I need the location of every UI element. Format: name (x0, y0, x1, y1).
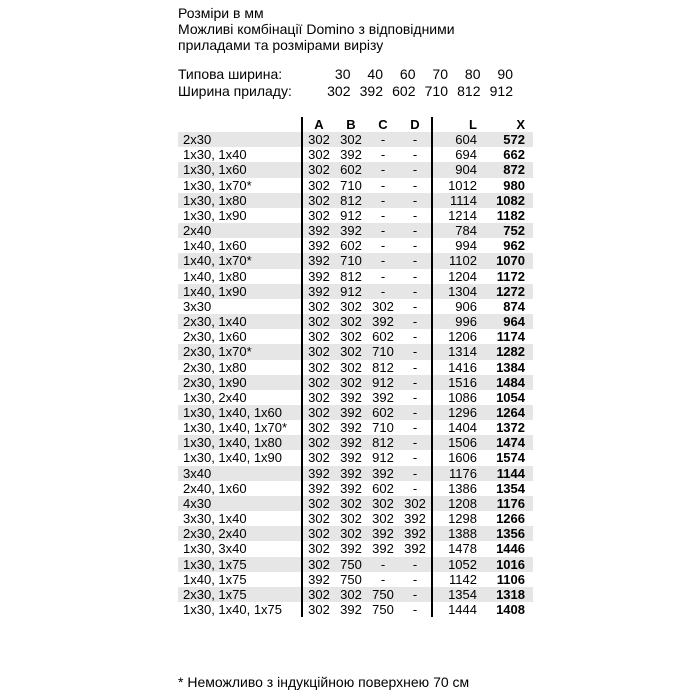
table-cell: 602 (372, 404, 394, 420)
table-row (178, 450, 533, 465)
table-cell: 872 (503, 162, 525, 178)
table-cell: 302 (302, 435, 335, 450)
content (178, 5, 533, 617)
table-cell: 1176 (496, 495, 525, 511)
table-row (178, 541, 533, 556)
table-cell: 302 (302, 162, 335, 177)
row-label: 1x30, 1x80 (183, 192, 247, 208)
table-cell: 392 (404, 541, 426, 557)
table-row (178, 496, 533, 511)
table-cell: 874 (503, 298, 525, 314)
column-header: X (516, 117, 525, 132)
row-label: 3x30, 1x40 (183, 511, 247, 527)
table-cell: - (380, 268, 386, 284)
table-row (178, 390, 533, 405)
table-cell: - (412, 329, 418, 345)
table-cell: 710 (372, 420, 394, 436)
table-cell: 604 (432, 132, 479, 147)
table-cell: 1208 (432, 496, 479, 511)
table-cell: - (380, 177, 386, 193)
table-cell: 392 (404, 511, 426, 527)
table-cell: 302 (302, 390, 335, 405)
table-cell: 1266 (496, 511, 525, 527)
table-cell: 1304 (432, 284, 479, 299)
table-cell: 302 (302, 329, 335, 344)
table-cell: 392 (340, 420, 362, 436)
widths-row (178, 66, 533, 83)
table-cell: 392 (372, 314, 394, 330)
table-cell: 302 (302, 496, 335, 511)
table-cell: - (412, 556, 418, 572)
table-row (178, 178, 533, 193)
table-cell: 392 (340, 450, 362, 466)
table-cell: 694 (432, 147, 479, 162)
table-cell: 302 (372, 511, 394, 527)
row-label: 2x30, 1x40 (183, 314, 247, 330)
table-cell: 1272 (496, 283, 525, 299)
row-label: 1x30, 1x40, 1x80 (183, 435, 283, 451)
table-cell: 962 (503, 238, 525, 254)
page-title: Розміри в мм (178, 5, 264, 21)
table-row (178, 466, 533, 481)
table-cell: 302 (372, 298, 394, 314)
table-cell: - (380, 132, 386, 148)
table-cell: 302 (302, 602, 335, 617)
table-cell: 302 (302, 405, 335, 420)
widths-value: 912 (489, 83, 513, 99)
table-cell: 392 (302, 253, 335, 268)
table-row (178, 147, 533, 162)
table-cell: 1484 (496, 374, 525, 390)
table-cell: - (412, 268, 418, 284)
table-cell: 710 (340, 177, 362, 193)
table-cell: - (412, 314, 418, 330)
table-cell: - (412, 238, 418, 254)
table-cell: - (412, 223, 418, 239)
table-cell: 302 (340, 329, 362, 345)
table-row (178, 572, 533, 587)
table-cell: 302 (302, 360, 335, 375)
table-cell: 392 (340, 480, 362, 496)
column-header: A (302, 117, 335, 132)
row-label: 2x30, 2x40 (183, 526, 247, 542)
table-cell: - (380, 283, 386, 299)
table-cell: - (380, 147, 386, 163)
row-label: 3x40 (183, 465, 212, 481)
table-cell: 392 (340, 435, 362, 451)
table-cell: - (380, 162, 386, 178)
table-cell: 302 (302, 208, 335, 223)
table-cell: 392 (340, 541, 362, 557)
widths-row-label: Типова ширина: (178, 66, 283, 82)
table-cell: 812 (372, 435, 394, 451)
table-cell: - (380, 207, 386, 223)
table-cell: 392 (404, 526, 426, 542)
table-cell: 392 (302, 572, 335, 587)
table-cell: 602 (340, 162, 362, 178)
table-cell: 912 (340, 283, 362, 299)
table-cell: 904 (432, 162, 479, 177)
table-row (178, 405, 533, 420)
table-row (178, 344, 533, 359)
footnote: * Неможливо з індукційною поверхнею 70 см (178, 674, 470, 690)
table-row (178, 481, 533, 496)
table-cell: 996 (432, 314, 479, 329)
table-cell: 1404 (432, 420, 479, 435)
table-cell: 392 (302, 481, 335, 496)
table-cell: - (412, 374, 418, 390)
column-header: D (410, 117, 420, 132)
table-cell: 392 (302, 223, 335, 238)
table-cell: 302 (340, 374, 362, 390)
table-cell: 302 (302, 344, 335, 359)
table-cell: 302 (340, 132, 362, 148)
table-cell: 572 (503, 132, 525, 148)
table-cell: 302 (302, 193, 335, 208)
table-cell: 302 (340, 526, 362, 542)
table-cell: 912 (372, 450, 394, 466)
row-label: 2x40 (183, 223, 212, 239)
table-cell: 1354 (432, 587, 479, 602)
table-cell: 1574 (496, 450, 525, 466)
table-cell: 964 (503, 314, 525, 330)
table-cell: 1356 (496, 526, 525, 542)
table-cell: 812 (340, 192, 362, 208)
row-label: 2x40, 1x60 (183, 480, 247, 496)
row-label: 2x30, 1x60 (183, 329, 247, 345)
table-cell: 1408 (496, 602, 525, 617)
table-cell: 1478 (432, 541, 479, 556)
row-label: 1x30, 1x40, 1x60 (183, 404, 283, 420)
row-label: 1x30, 3x40 (183, 541, 247, 557)
row-label: 1x40, 1x70* (183, 253, 252, 269)
table-cell: 912 (340, 207, 362, 223)
table-cell: - (412, 450, 418, 466)
table-cell: 750 (340, 571, 362, 587)
table-cell: 1264 (496, 404, 525, 420)
table-cell: 392 (302, 284, 335, 299)
table-cell: - (412, 571, 418, 587)
table-cell: - (380, 238, 386, 254)
table-cell: 392 (372, 541, 394, 557)
table-cell: 302 (302, 541, 335, 556)
table-cell: 980 (503, 177, 525, 193)
table-cell: - (412, 602, 418, 617)
row-label: 1x30, 1x40, 1x70* (183, 420, 288, 436)
table-header-row (178, 117, 533, 132)
table-cell: - (412, 207, 418, 223)
table-row (178, 420, 533, 435)
table-cell: 392 (372, 465, 394, 481)
table-cell: 1388 (432, 526, 479, 541)
widths-value: 80 (464, 66, 481, 82)
row-label: 1x40, 1x75 (183, 571, 247, 587)
table-row (178, 526, 533, 541)
row-label: 1x40, 1x60 (183, 238, 247, 254)
table-row (178, 511, 533, 526)
widths-value: 70 (432, 66, 448, 82)
table-cell: - (380, 223, 386, 239)
table-cell: 302 (302, 450, 335, 465)
table-cell: 912 (372, 374, 394, 390)
table-cell: - (412, 344, 418, 360)
table-row (178, 162, 533, 177)
table-cell: 710 (340, 253, 362, 269)
table-cell: 302 (302, 557, 335, 572)
widths-value: 710 (424, 83, 448, 99)
table-cell: - (412, 283, 418, 299)
table-cell: 750 (340, 556, 362, 572)
table-cell: 752 (503, 223, 525, 239)
table-row (178, 360, 533, 375)
table-cell: 784 (432, 223, 479, 238)
table-cell: 710 (372, 344, 394, 360)
table-cell: 750 (372, 602, 394, 617)
row-label: 1x30, 1x70* (183, 177, 252, 193)
table-row (178, 587, 533, 602)
widths-value: 392 (359, 83, 383, 99)
table-cell: 392 (340, 404, 362, 420)
table-cell: - (412, 253, 418, 269)
column-header-empty (178, 117, 302, 132)
column-header: C (378, 117, 388, 132)
table-cell: 302 (302, 147, 335, 162)
row-label: 2x30, 1x70* (183, 344, 252, 360)
row-label: 1x30, 1x40, 1x90 (183, 450, 283, 466)
table-cell: - (412, 465, 418, 481)
table-cell: 1386 (432, 481, 479, 496)
row-label: 1x30, 1x90 (183, 207, 247, 223)
table-cell: 302 (340, 314, 362, 330)
table-cell: 1446 (496, 541, 525, 557)
table-cell: 1516 (432, 375, 479, 390)
table-cell: 1372 (496, 420, 525, 436)
table-cell: - (380, 571, 386, 587)
row-label: 1x30, 2x40 (183, 389, 247, 405)
widths-value: 602 (392, 83, 416, 99)
table-cell: - (412, 147, 418, 163)
table-cell: 1082 (496, 192, 525, 208)
table-cell: - (412, 420, 418, 436)
table-cell: 302 (302, 299, 335, 314)
table-row (178, 284, 533, 299)
table-cell: 994 (432, 238, 479, 253)
table-cell: - (380, 253, 386, 269)
table-cell: 1142 (432, 572, 479, 587)
row-label: 1x30, 1x75 (183, 556, 247, 572)
row-label: 1x30, 1x60 (183, 162, 247, 178)
row-label: 2x30, 1x75 (183, 586, 247, 602)
row-label: 2x30, 1x90 (183, 374, 247, 390)
table-row (178, 329, 533, 344)
combinations-table (178, 117, 533, 617)
table-row (178, 557, 533, 572)
table-cell: - (412, 404, 418, 420)
table-cell: 1172 (496, 268, 525, 284)
table-cell: 1282 (496, 344, 525, 360)
table-cell: 602 (340, 238, 362, 254)
table-cell: 1204 (432, 269, 479, 284)
table-cell: 1144 (496, 465, 525, 481)
table-cell: - (412, 586, 418, 602)
table-cell: 392 (372, 389, 394, 405)
table-cell: 302 (302, 375, 335, 390)
table-cell: 302 (372, 495, 394, 511)
table-cell: - (412, 389, 418, 405)
table-row (178, 238, 533, 253)
table-cell: 302 (340, 359, 362, 375)
subtitle-line-2: приладами та розмірами вирізу (178, 37, 384, 53)
table-cell: 906 (432, 299, 479, 314)
widths-value: 812 (457, 83, 481, 99)
table-cell: - (412, 192, 418, 208)
table-cell: 602 (372, 480, 394, 496)
table-cell: 392 (340, 389, 362, 405)
table-cell: 302 (302, 314, 335, 329)
table-cell: 302 (340, 586, 362, 602)
table-cell: 302 (404, 495, 426, 511)
table-cell: 662 (503, 147, 525, 163)
widths-row (178, 83, 533, 100)
table-cell: 1206 (432, 329, 479, 344)
widths-value: 40 (367, 66, 383, 82)
column-header: L (432, 117, 479, 132)
table-cell: 1298 (432, 511, 479, 526)
table-cell: 1016 (496, 556, 525, 572)
table-cell: 1070 (496, 253, 525, 269)
row-label: 3x30 (183, 298, 212, 314)
table-cell: 392 (340, 147, 362, 163)
table-cell: 602 (372, 329, 394, 345)
row-label: 4x30 (183, 495, 212, 511)
row-label: 1x30, 1x40 (183, 147, 247, 163)
table-row (178, 132, 533, 147)
table-cell: 302 (302, 511, 335, 526)
table-row (178, 375, 533, 390)
table-cell: 1296 (432, 405, 479, 420)
table-cell: 392 (372, 526, 394, 542)
table-cell: 1086 (432, 390, 479, 405)
table-cell: - (412, 132, 418, 148)
table-cell: 392 (302, 466, 335, 481)
widths-row-label: Ширина приладу: (178, 83, 292, 99)
row-label: 1x40, 1x90 (183, 283, 247, 299)
column-header: B (346, 117, 356, 132)
table-cell: 1176 (432, 466, 479, 481)
table-cell: 392 (302, 269, 335, 284)
table-cell: 302 (302, 420, 335, 435)
widths-value: 30 (334, 66, 351, 82)
table-cell: 1354 (496, 480, 525, 496)
table-cell: 1052 (432, 557, 479, 572)
row-label: 2x30, 1x80 (183, 359, 247, 375)
table-cell: 1474 (496, 435, 525, 451)
widths-value: 90 (497, 66, 513, 82)
table-cell: 1506 (432, 435, 479, 450)
table-cell: 302 (340, 495, 362, 511)
table-cell: - (380, 192, 386, 208)
table-cell: 302 (302, 178, 335, 193)
table-cell: 1174 (496, 329, 525, 345)
table-cell: 1384 (496, 359, 525, 375)
table-cell: 1318 (496, 586, 525, 602)
table-cell: 812 (340, 268, 362, 284)
table-row (178, 208, 533, 223)
table-cell: - (412, 359, 418, 375)
table-cell: 392 (340, 465, 362, 481)
table-cell: 302 (340, 298, 362, 314)
table-cell: 1314 (432, 344, 479, 359)
table-cell: 392 (340, 602, 362, 617)
table-row (178, 253, 533, 268)
row-label: 2x30 (183, 132, 212, 148)
table-cell: 1054 (496, 389, 525, 405)
typical-widths-table (178, 66, 533, 100)
table-cell: - (380, 556, 386, 572)
table-cell: 812 (372, 359, 394, 375)
table-cell: 302 (302, 132, 335, 147)
table-cell: - (412, 162, 418, 178)
widths-value: 302 (327, 83, 351, 99)
table-row (178, 602, 533, 617)
table-cell: 1606 (432, 450, 479, 465)
table-cell: 1416 (432, 360, 479, 375)
table-cell: - (412, 177, 418, 193)
table-cell: 392 (340, 223, 362, 239)
table-cell: 302 (302, 587, 335, 602)
table-row (178, 193, 533, 208)
table-cell: 302 (340, 511, 362, 527)
table-cell: - (412, 298, 418, 314)
widths-value: 60 (399, 66, 416, 82)
table-cell: 1114 (432, 193, 479, 208)
table-row (178, 435, 533, 450)
table-cell: 392 (302, 238, 335, 253)
subtitle-line-1: Можливі комбінації Domino з відповідними (178, 21, 455, 37)
row-label: 1x40, 1x80 (183, 268, 247, 284)
table-cell: 302 (302, 526, 335, 541)
table-row (178, 299, 533, 314)
table-cell: - (412, 435, 418, 451)
table-cell: 1444 (432, 602, 479, 617)
table-row (178, 314, 533, 329)
table-cell: 1102 (432, 253, 479, 268)
table-row (178, 269, 533, 284)
table-row (178, 223, 533, 238)
row-label: 1x30, 1x40, 1x75 (183, 602, 283, 617)
table-cell: 750 (372, 586, 394, 602)
table-cell: 1182 (496, 207, 525, 223)
table-cell: - (412, 480, 418, 496)
table-cell: 1106 (496, 571, 525, 587)
table-cell: 302 (340, 344, 362, 360)
table-cell: 1214 (432, 208, 479, 223)
table-cell: 1012 (432, 178, 479, 193)
